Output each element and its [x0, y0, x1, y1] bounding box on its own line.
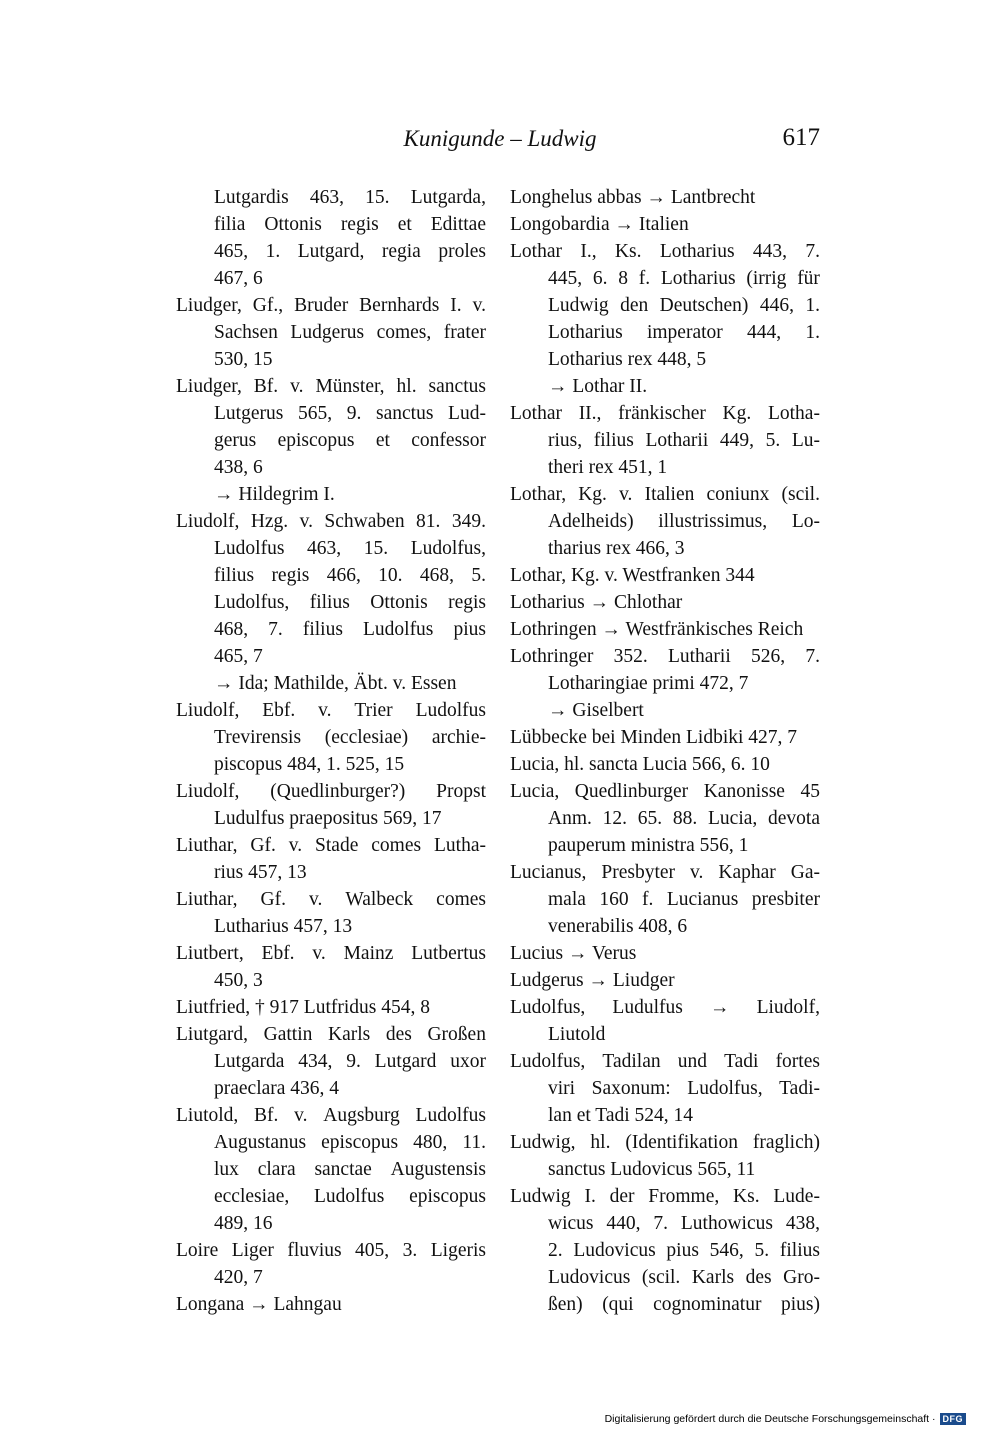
index-entry-heading: Liudger, Bf. v. Münster, hl. sanctus	[176, 376, 486, 397]
index-entry-heading: Liutgard, Gattin Karls des Großen	[176, 1024, 486, 1045]
index-entry-heading: Lothringer 352. Lutharii 526, 7.	[510, 646, 820, 667]
index-entry-heading: Liuthar, Gf. v. Walbeck comes	[176, 889, 486, 910]
index-entry-line: sanctus Ludovicus 565, 11	[548, 1159, 756, 1180]
index-entry-line: 465, 1. Lutgard, regia proles	[214, 241, 486, 262]
index-entry-line: Lutharius 457, 13	[214, 916, 353, 937]
index-entry-line: Sachsen Ludgerus comes, frater	[214, 322, 486, 343]
dfg-logo: DFG	[940, 1413, 967, 1425]
index-entry-line: rius, filius Lotharii 449, 5. Lu-	[548, 430, 820, 451]
index-column-right	[510, 184, 820, 1318]
index-entry-heading: Ludolfus, Ludulfus → Liudolf,	[510, 997, 820, 1018]
index-entry-line: → Hildegrim I.	[214, 484, 335, 505]
index-entry-heading: Lucianus, Presbyter v. Kaphar Ga-	[510, 862, 820, 883]
index-entry-heading: Ludgerus → Liudger	[510, 970, 675, 991]
index-entry-line: 467, 6	[214, 268, 263, 289]
index-entry-line: Adelheids) illustrissimus, Lo-	[548, 511, 820, 532]
index-entry-line: Lutgardis 463, 15. Lutgarda,	[214, 187, 486, 208]
index-entry-line: filius regis 466, 10. 468, 5.	[214, 565, 486, 586]
index-entry-heading: Liutold, Bf. v. Augsburg Ludolfus	[176, 1105, 486, 1126]
index-entry-heading: Ludwig I. der Fromme, Ks. Lude-	[510, 1186, 820, 1207]
index-entry-line: ßen) (qui cognominatur pius)	[548, 1294, 820, 1315]
index-entry-heading: Lothar, Kg. v. Italien coniunx (scil.	[510, 484, 820, 505]
index-entry-heading: Lucia, Quedlinburger Kanonisse 45	[510, 781, 820, 802]
index-column-left	[176, 184, 486, 1318]
index-entry-heading: Lucia, hl. sancta Lucia 566, 6. 10	[510, 754, 770, 775]
index-entry-line: Trevirensis (ecclesiae) archie-	[214, 727, 486, 748]
index-entry-line: 468, 7. filius Ludolfus pius	[214, 619, 486, 640]
index-entry-line: → Lothar II.	[548, 376, 648, 397]
index-entry-line: → Ida; Mathilde, Äbt. v. Essen	[214, 673, 457, 694]
index-entry-heading: Liuthar, Gf. v. Stade comes Lutha-	[176, 835, 486, 856]
index-entry-heading: Liudolf, Ebf. v. Trier Ludolfus	[176, 700, 486, 721]
index-entry-heading: Lucius → Verus	[510, 943, 637, 964]
footer-credit	[605, 1413, 966, 1425]
index-entry-heading: Liudolf, (Quedlinburger?) Propst	[176, 781, 486, 802]
index-entry-line: pauperum ministra 556, 1	[548, 835, 749, 856]
index-entry-line: Lutgerus 565, 9. sanctus Lud-	[214, 403, 486, 424]
index-entry-line: Lutgarda 434, 9. Lutgard uxor	[214, 1051, 486, 1072]
index-entry-line: mala 160 f. Lucianus presbiter	[548, 889, 820, 910]
index-entry-heading: Liudger, Gf., Bruder Bernhards I. v.	[176, 295, 486, 316]
index-entry-line: filia Ottonis regis et Edittae	[214, 214, 486, 235]
index-entry-line: venerabilis 408, 6	[548, 916, 688, 937]
index-entry-line: Ludolfus, filius Ottonis regis	[214, 592, 486, 613]
index-entry-heading: Ludolfus, Tadilan und Tadi fortes	[510, 1051, 820, 1072]
index-entry-heading: Lübbecke bei Minden Lidbiki 427, 7	[510, 727, 798, 748]
index-entry-line: 2. Ludovicus pius 546, 5. filius	[548, 1240, 820, 1261]
index-entry-line: Ludwig den Deutschen) 446, 1.	[548, 295, 820, 316]
index-entry-heading: Liudolf, Hzg. v. Schwaben 81. 349.	[176, 511, 486, 532]
index-entry-line: piscopus 484, 1. 525, 15	[214, 754, 405, 775]
index-entry-line: Ludovicus (scil. Karls des Gro-	[548, 1267, 820, 1288]
index-entry-line: praeclara 436, 4	[214, 1078, 340, 1099]
index-entry-line: viri Saxonum: Ludolfus, Tadi-	[548, 1078, 820, 1099]
index-entry-line: theri rex 451, 1	[548, 457, 668, 478]
index-entry-heading: Ludwig, hl. (Identifikation fraglich)	[510, 1132, 820, 1153]
index-entry-heading: Lothar I., Ks. Lotharius 443, 7.	[510, 241, 820, 262]
index-entry-line: Ludolfus 463, 15. Ludolfus,	[214, 538, 486, 559]
index-entry-heading: Liutbert, Ebf. v. Mainz Lutbertus	[176, 943, 486, 964]
index-entry-line: Ludulfus praepositus 569, 17	[214, 808, 442, 829]
index-entry-line: 530, 15	[214, 349, 273, 370]
index-entry-line: wicus 440, 7. Luthowicus 438,	[548, 1213, 820, 1234]
index-entry-line: lux clara sanctae Augustensis	[214, 1159, 486, 1180]
index-entry-heading: Longana → Lahngau	[176, 1294, 342, 1315]
index-entry-heading: Loire Liger fluvius 405, 3. Ligeris	[176, 1240, 486, 1261]
footer-credit-text: Digitalisierung gefördert durch die Deutsche Forschungsgemeinschaft ·	[604, 1413, 936, 1425]
index-entry-heading: Longhelus abbas → Lantbrecht	[510, 187, 756, 208]
index-entry-line: lan et Tadi 524, 14	[548, 1105, 694, 1126]
index-entry-line: Lotharius imperator 444, 1.	[548, 322, 820, 343]
index-entry-line: 438, 6	[214, 457, 263, 478]
index-entry-line: ecclesiae, Ludolfus episcopus	[214, 1186, 486, 1207]
index-entry-line: tharius rex 466, 3	[548, 538, 685, 559]
index-entry-line: Lotharingiae primi 472, 7	[548, 673, 749, 694]
index-entry-line: Liutold	[548, 1024, 606, 1045]
index-entry-heading: Lothar II., fränkischer Kg. Lotha-	[510, 403, 820, 424]
index-entry-heading: Lothar, Kg. v. Westfranken 344	[510, 565, 755, 586]
index-entry-line: → Giselbert	[548, 700, 644, 721]
index-entry-line: 489, 16	[214, 1213, 273, 1234]
index-entry-heading: Longobardia → Italien	[510, 214, 689, 235]
index-entry-line: rius 457, 13	[214, 862, 307, 883]
index-entry-line: Lotharius rex 448, 5	[548, 349, 707, 370]
index-entry-heading: Lotharius → Chlothar	[510, 592, 683, 613]
index-entry-line: 450, 3	[214, 970, 263, 991]
index-entry-line: Augustanus episcopus 480, 11.	[214, 1132, 486, 1153]
index-entry-line: 445, 6. 8 f. Lotharius (irrig für	[548, 268, 820, 289]
page-number: 617	[782, 124, 820, 151]
index-entry-line: 465, 7	[214, 646, 263, 667]
index-entry-heading: Lothringen → Westfränkisches Reich	[510, 619, 804, 640]
index-entry-line: Anm. 12. 65. 88. Lucia, devota	[548, 808, 820, 829]
page-title: Kunigunde – Ludwig	[403, 126, 597, 151]
index-entry-heading: Liutfried, † 917 Lutfridus 454, 8	[176, 997, 431, 1018]
index-entry-line: gerus episcopus et confessor	[214, 430, 486, 451]
index-entry-line: 420, 7	[214, 1267, 263, 1288]
